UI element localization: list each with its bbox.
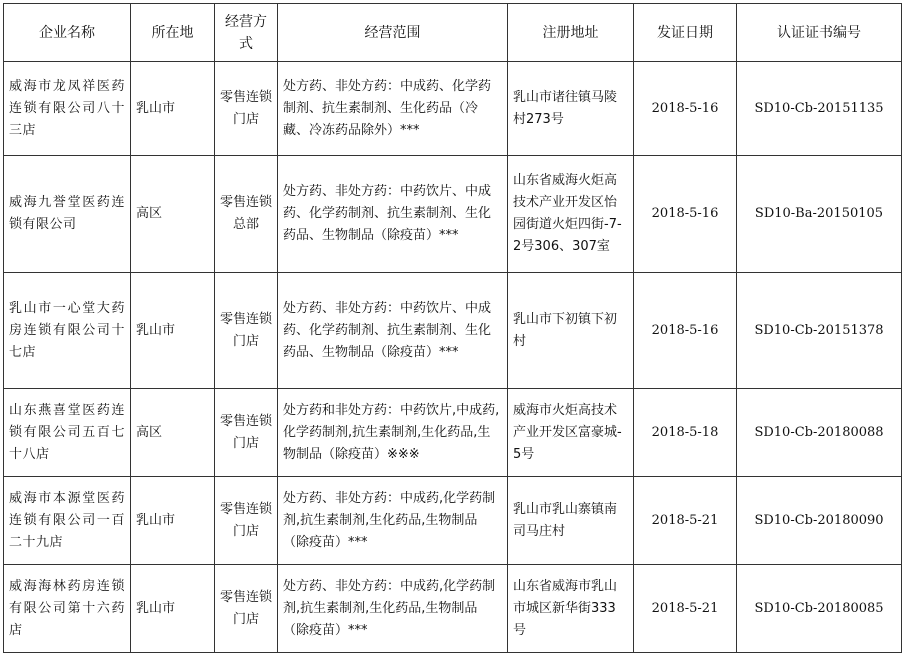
table-row [4, 477, 902, 565]
enterprise-name: 威海市本源堂医药连锁有限公司一百二十九店 [4, 477, 131, 565]
scope-cell: 处方药、非处方药：中药饮片、中成药、化学药制剂、抗生素制剂、生化药品、生物制品（除疫苗）*** [278, 273, 508, 389]
date-cell: 2018-5-21 [634, 477, 737, 565]
enterprise-name: 山东燕喜堂医药连锁有限公司五百七十八店 [4, 389, 131, 477]
scope-cell: 处方药和非处方药：中药饮片,中成药,化学药制剂,抗生素制剂,生化药品,生物制品（除疫苗）※※※ [278, 389, 508, 477]
cert-cell: SD10-Cb-20180090 [737, 477, 902, 565]
location-cell: 乳山市 [131, 477, 215, 565]
header-mode: 经营方式 [215, 4, 278, 62]
enterprise-table [3, 3, 902, 653]
scope-cell: 处方药、非处方药：中成药、化学药制剂、抗生素制剂、生化药品（冷藏、冷冻药品除外）*** [278, 62, 508, 156]
mode-cell: 零售连锁总部 [215, 156, 278, 273]
header-location: 所在地 [131, 4, 215, 62]
table-row [4, 62, 902, 156]
date-cell: 2018-5-18 [634, 389, 737, 477]
location-cell: 高区 [131, 156, 215, 273]
enterprise-name: 乳山市一心堂大药房连锁有限公司十七店 [4, 273, 131, 389]
table-row [4, 156, 902, 273]
location-cell: 高区 [131, 389, 215, 477]
cert-cell: SD10-Cb-20151135 [737, 62, 902, 156]
location-cell: 乳山市 [131, 565, 215, 653]
location-cell: 乳山市 [131, 62, 215, 156]
address-cell: 乳山市乳山寨镇南司马庄村 [508, 477, 634, 565]
table-row [4, 565, 902, 653]
header-row [4, 4, 902, 62]
address-cell: 威海市火炬高技术产业开发区富豪城-5号 [508, 389, 634, 477]
enterprise-name: 威海海林药房连锁有限公司第十六药店 [4, 565, 131, 653]
table-row [4, 389, 902, 477]
cert-cell: SD10-Cb-20151378 [737, 273, 902, 389]
header-date: 发证日期 [634, 4, 737, 62]
mode-cell: 零售连锁门店 [215, 477, 278, 565]
cert-cell: SD10-Ba-20150105 [737, 156, 902, 273]
mode-cell: 零售连锁门店 [215, 62, 278, 156]
enterprise-name: 威海九誉堂医药连锁有限公司 [4, 156, 131, 273]
date-cell: 2018-5-16 [634, 273, 737, 389]
address-cell: 乳山市下初镇下初村 [508, 273, 634, 389]
header-address: 注册地址 [508, 4, 634, 62]
header-scope: 经营范围 [278, 4, 508, 62]
mode-cell: 零售连锁门店 [215, 565, 278, 653]
address-cell: 山东省威海市乳山市城区新华街333号 [508, 565, 634, 653]
address-cell: 山东省威海火炬高技术产业开发区怡园街道火炬四街-7-2号306、307室 [508, 156, 634, 273]
scope-cell: 处方药、非处方药：中药饮片、中成药、化学药制剂、抗生素制剂、生化药品、生物制品（除疫苗）*** [278, 156, 508, 273]
date-cell: 2018-5-16 [634, 62, 737, 156]
scope-cell: 处方药、非处方药：中成药,化学药制剂,抗生素制剂,生化药品,生物制品（除疫苗）*** [278, 565, 508, 653]
address-cell: 乳山市诸往镇马陵村273号 [508, 62, 634, 156]
cert-cell: SD10-Cb-20180085 [737, 565, 902, 653]
mode-cell: 零售连锁门店 [215, 389, 278, 477]
mode-cell: 零售连锁门店 [215, 273, 278, 389]
table-row [4, 273, 902, 389]
cert-cell: SD10-Cb-20180088 [737, 389, 902, 477]
date-cell: 2018-5-16 [634, 156, 737, 273]
location-cell: 乳山市 [131, 273, 215, 389]
enterprise-name: 威海市龙凤祥医药连锁有限公司八十三店 [4, 62, 131, 156]
header-cert: 认证证书编号 [737, 4, 902, 62]
date-cell: 2018-5-21 [634, 565, 737, 653]
header-name: 企业名称 [4, 4, 131, 62]
scope-cell: 处方药、非处方药：中成药,化学药制剂,抗生素制剂,生化药品,生物制品（除疫苗）*** [278, 477, 508, 565]
